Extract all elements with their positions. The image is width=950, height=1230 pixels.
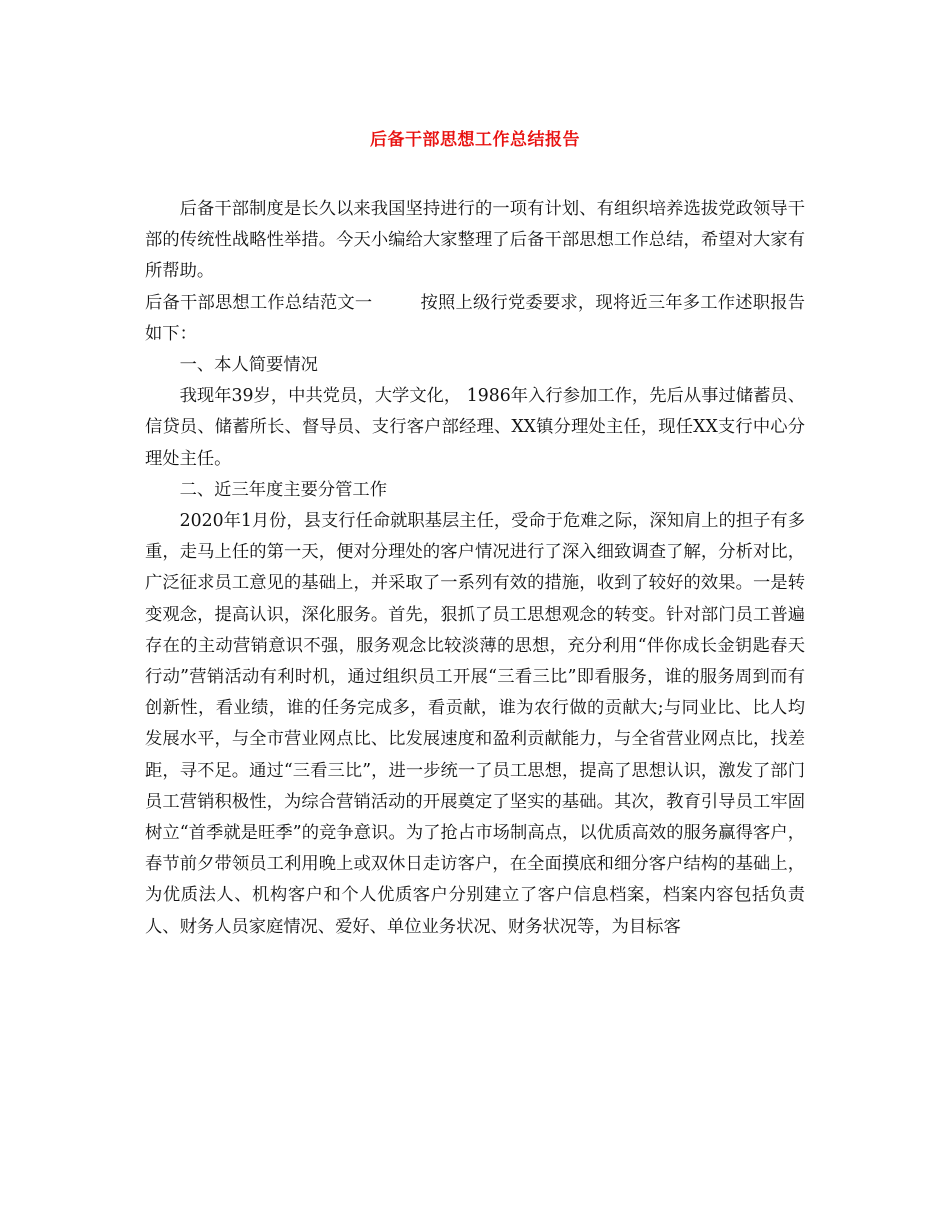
- section2-paragraph: 2020年1月份，县支行任命就职基层主任，受命于危难之际，深知肩上的担子有多重，走马上任的第一天，便对分理处的客户情况进行了深入细致调查了解，分析对比，广泛征求员工意见的基础上，并采取了一系列有效的措施，收到了较好的效果。一是转变观念，提高认识，深化服务。首先，狠抓了员工思想观念的转变。针对部门员工普遍存在的主动营销意识不强，服务观念比较淡薄的思想，充分利用“伴你成长金钥匙春天行动”营销活动有利时机，通过组织员工开展“三看三比”即看服务，谁的服务周到而有创新性，看业绩，谁的任务完成多，看贡献，谁为农行做的贡献大;与同业比、比人均发展水平，与全市营业网点比、比发展速度和盈利贡献能力，与全省营业网点比，找差距，寻不足。通过“三看三比”，进一步统一了员工思想，提高了思想认识，激发了部门员工营销积极性，为综合营销活动的开展奠定了坚实的基础。其次，教育引导员工牢固树立“首季就是旺季”的竞争意识。为了抢占市场制高点，以优质高效的服务赢得客户，春节前夕带领员工利用晚上或双休日走访客户，在全面摸底和细分客户结构的基础上，为优质法人、机构客户和个人优质客户分别建立了客户信息档案，档案内容包括负责人、财务人员家庭情况、爱好、单位业务状况、财务状况等，为目标客: [145, 511, 805, 937]
- sample-heading: 后备干部思想工作总结范文一: [145, 292, 373, 313]
- sample-lead: 按照上级行党委要求，现将近三年多工作述职报告如下：: [145, 292, 805, 344]
- document-body: [145, 194, 805, 943]
- intro-paragraph: 后备干部制度是长久以来我国坚持进行的一项有计划、有组织培养选拔党政领导干部的传统性战略性举措。今天小编给大家整理了后备干部思想工作总结，希望对大家有所帮助。: [145, 199, 805, 282]
- document-title: 后备干部思想工作总结报告: [370, 130, 580, 150]
- sample-heading-line: [145, 288, 805, 350]
- section2-heading: 二、近三年度主要分管工作: [179, 479, 387, 500]
- section1-heading: 一、本人简要情况: [179, 355, 318, 376]
- section1-paragraph: 我现年39岁，中共党员，大学文化， 1986年入行参加工作，先后从事过储蓄员、信贷员、储蓄所长、督导员、支行客户部经理、XX镇分理处主任，现任XX支行中心分理处主任。: [145, 386, 805, 469]
